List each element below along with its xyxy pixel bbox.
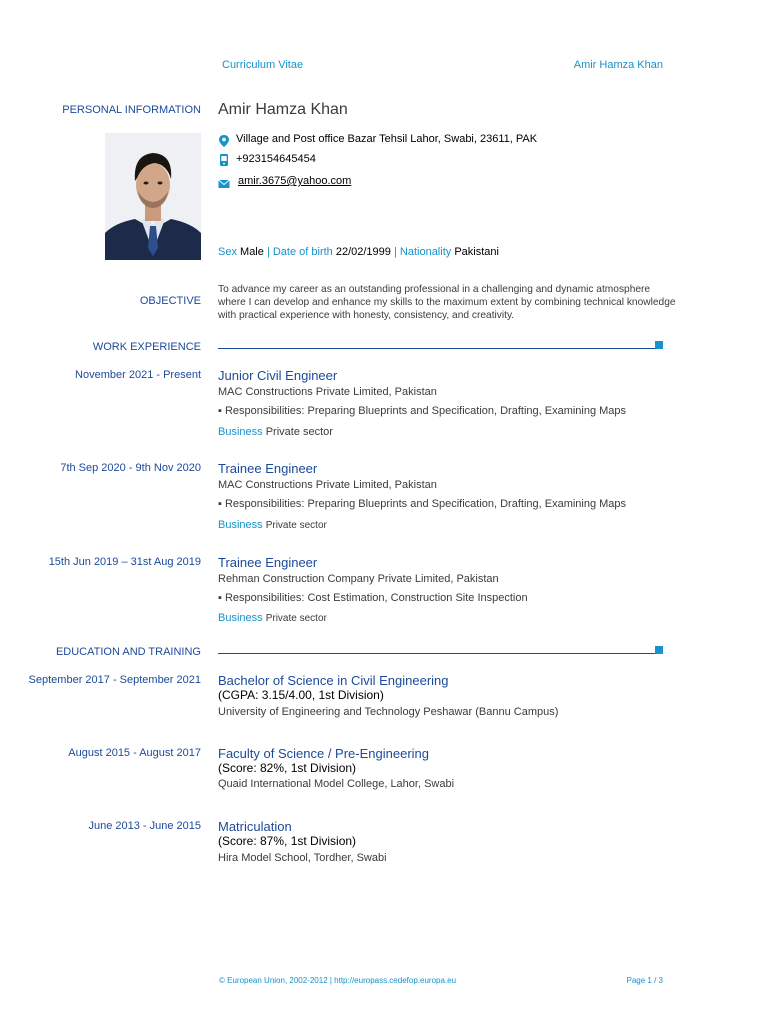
separator: | bbox=[266, 246, 270, 258]
business-label: Business bbox=[218, 612, 263, 624]
email-envelope-icon bbox=[218, 178, 230, 190]
work-responsibilities: ▪ Responsibilities: Preparing Blueprints and Specification, Drafting, Examining Maps bbox=[218, 405, 627, 417]
education-score: (CGPA: 3.15/4.00, 1st Division) bbox=[218, 688, 384, 702]
education-date: June 2013 - June 2015 bbox=[88, 820, 201, 832]
work-company: MAC Constructions Private Limited, Pakistan bbox=[218, 386, 437, 398]
work-title: Trainee Engineer bbox=[218, 461, 318, 476]
education-title: Bachelor of Science in Civil Engineering bbox=[218, 673, 449, 688]
section-label-work-experience: WORK EXPERIENCE bbox=[92, 341, 201, 353]
work-company: MAC Constructions Private Limited, Pakistan bbox=[218, 479, 437, 491]
section-divider bbox=[218, 653, 656, 654]
header-cv-label: Curriculum Vitae bbox=[222, 59, 304, 71]
education-score: (Score: 82%, 1st Division) bbox=[218, 761, 357, 775]
education-school: University of Engineering and Technology Peshawar (Bannu Campus) bbox=[218, 706, 559, 718]
section-label-personal: PERSONAL INFORMATION bbox=[62, 104, 201, 116]
business-label: Business bbox=[218, 426, 263, 438]
education-school: Quaid International Model College, Lahor, Swabi bbox=[218, 778, 455, 790]
education-date: August 2015 - August 2017 bbox=[68, 747, 201, 759]
business-value: Private sector bbox=[265, 426, 333, 438]
objective-line: To advance my career as an outstanding professional in a challenging and dynamic atmosphere bbox=[218, 284, 651, 295]
email-link[interactable]: amir.3675@yahoo.com bbox=[238, 175, 352, 187]
education-school: Hira Model School, Tordher, Swabi bbox=[218, 852, 387, 864]
education-score: (Score: 87%, 1st Division) bbox=[218, 834, 357, 848]
education-title: Matriculation bbox=[218, 819, 292, 834]
business-value: Private sector bbox=[265, 613, 327, 624]
header-name: Amir Hamza Khan bbox=[573, 59, 663, 71]
separator: | bbox=[393, 246, 397, 258]
nationality-label: Nationality bbox=[399, 246, 452, 258]
mobile-phone-icon bbox=[218, 154, 230, 166]
sex-label: Sex bbox=[218, 246, 237, 258]
section-divider bbox=[218, 348, 656, 349]
person-name: Amir Hamza Khan bbox=[218, 101, 348, 118]
footer-copyright[interactable]: © European Union, 2002-2012 | http://europass.cedefop.europa.eu bbox=[219, 976, 457, 985]
section-label-education: EDUCATION AND TRAINING bbox=[55, 646, 201, 658]
location-pin-icon bbox=[218, 135, 230, 147]
page-number: Page 1 / 3 bbox=[626, 976, 663, 985]
work-responsibilities: ▪ Responsibilities: Cost Estimation, Construction Site Inspection bbox=[218, 592, 528, 604]
address-text: Village and Post office Bazar Tehsil Lahor, Swabi, 23611, PAK bbox=[236, 133, 538, 145]
objective-line: where I can develop and enhance my skills to the maximum extent by combining technical knowledge bbox=[218, 297, 676, 308]
education-title: Faculty of Science / Pre-Engineering bbox=[218, 746, 429, 761]
work-business bbox=[218, 519, 327, 531]
sex-value: Male bbox=[240, 246, 264, 258]
work-title: Trainee Engineer bbox=[218, 555, 318, 570]
work-business bbox=[218, 612, 327, 624]
work-title: Junior Civil Engineer bbox=[218, 368, 338, 383]
work-business bbox=[218, 426, 333, 438]
business-value: Private sector bbox=[265, 520, 327, 531]
personal-details-line bbox=[218, 246, 499, 258]
work-company: Rehman Construction Company Private Limited, Pakistan bbox=[218, 573, 499, 585]
phone-text: +923154645454 bbox=[236, 153, 316, 165]
dob-value: 22/02/1999 bbox=[335, 246, 391, 258]
work-responsibilities: ▪ Responsibilities: Preparing Blueprints and Specification, Drafting, Examining Maps bbox=[218, 498, 627, 510]
business-label: Business bbox=[218, 519, 263, 531]
work-date: 15th Jun 2019 – 31st Aug 2019 bbox=[48, 556, 201, 568]
dob-label: Date of birth bbox=[272, 246, 333, 258]
work-date: 7th Sep 2020 - 9th Nov 2020 bbox=[60, 462, 201, 474]
objective-text bbox=[218, 283, 676, 322]
education-date: September 2017 - September 2021 bbox=[28, 674, 201, 686]
nationality-value: Pakistani bbox=[454, 246, 499, 258]
section-divider-marker bbox=[655, 646, 663, 654]
section-label-objective: OBJECTIVE bbox=[139, 295, 201, 307]
section-divider-marker bbox=[655, 341, 663, 349]
objective-line: with practical experience with honesty, consistency, and creativity. bbox=[218, 310, 515, 321]
work-date: November 2021 - Present bbox=[75, 369, 201, 381]
profile-photo bbox=[105, 133, 201, 260]
